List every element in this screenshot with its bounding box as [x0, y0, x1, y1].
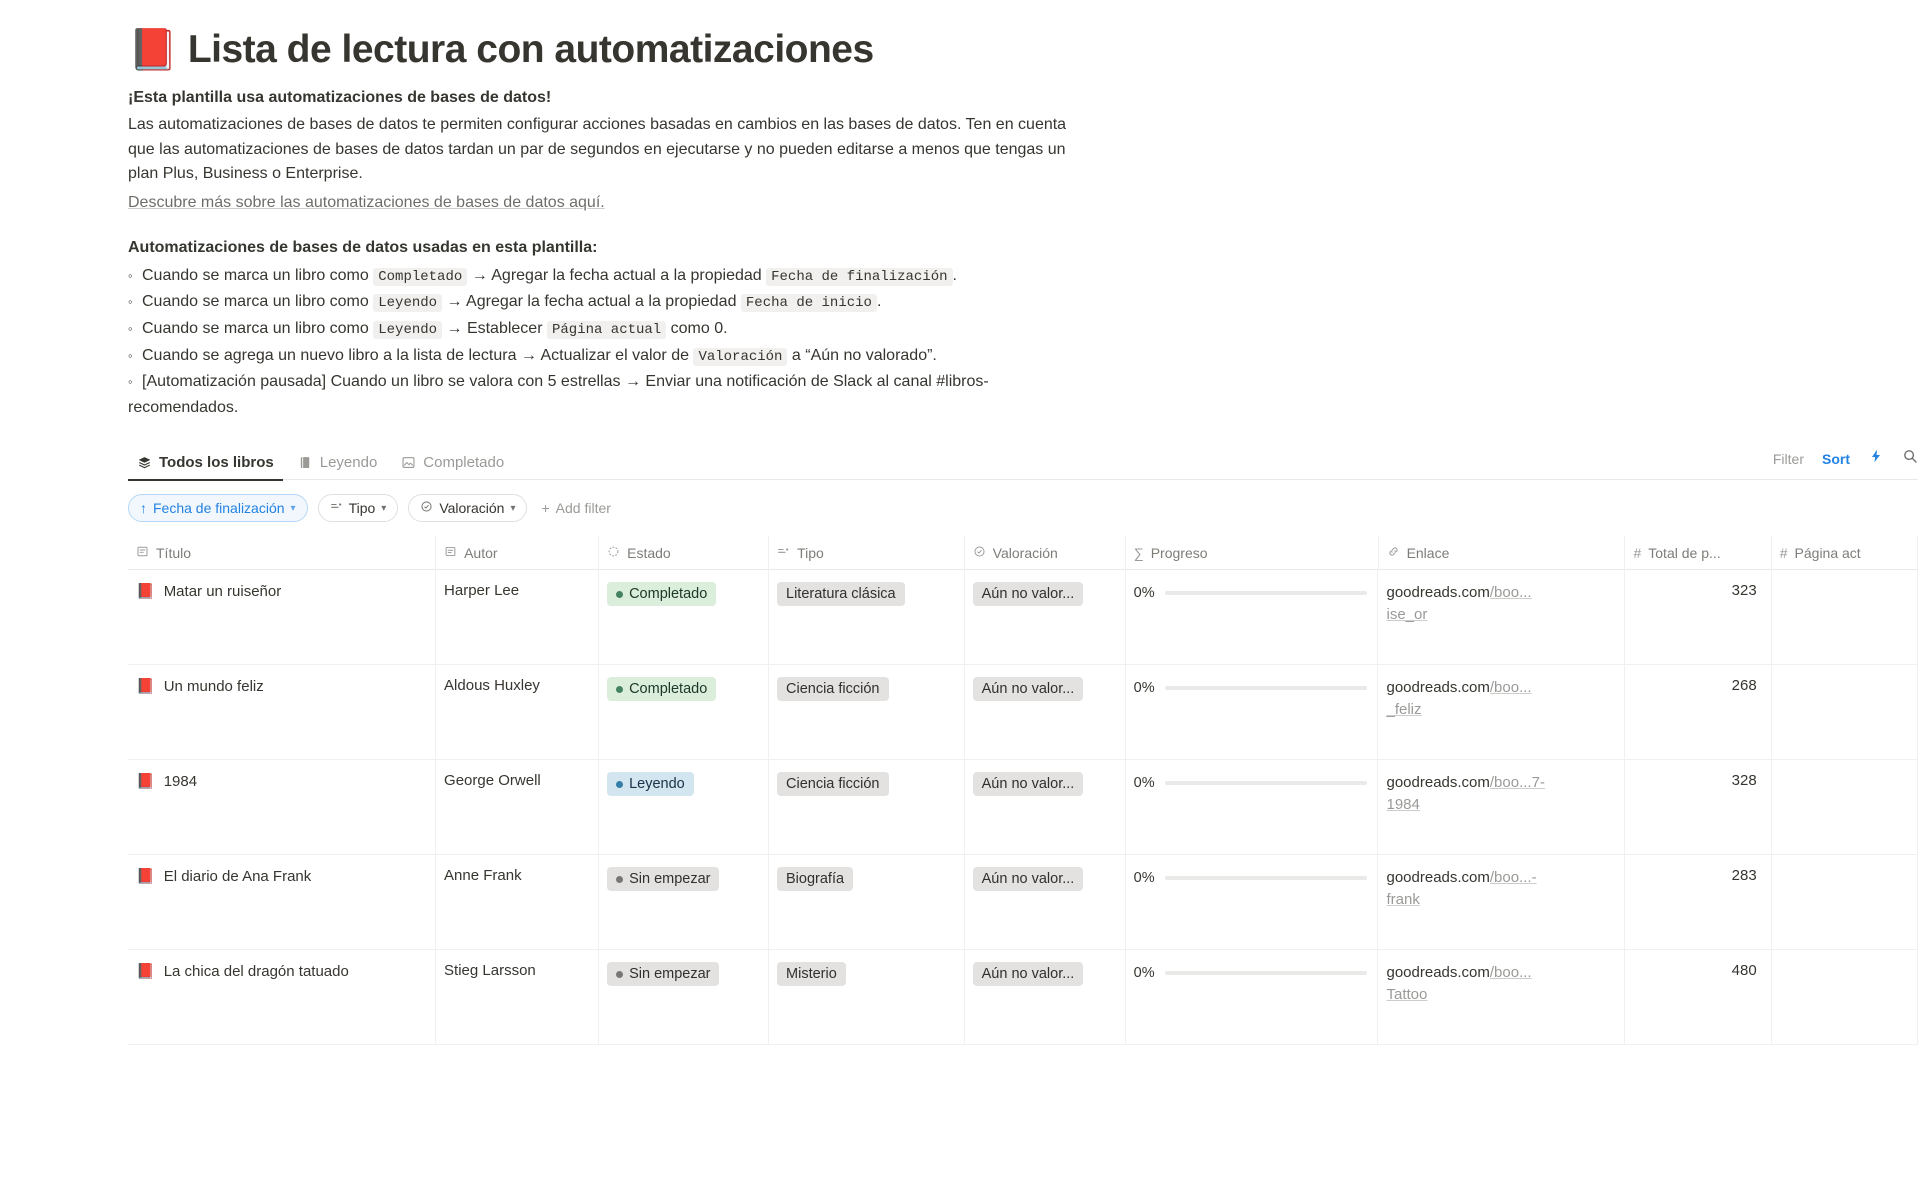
- row-title: Un mundo feliz: [163, 678, 264, 696]
- code-chip: Valoración: [693, 348, 787, 366]
- bullet-text: .: [876, 293, 882, 311]
- table-row[interactable]: [128, 950, 1918, 1045]
- progress-bar: [1165, 781, 1368, 785]
- cell-pagina-actual[interactable]: [1772, 950, 1918, 1044]
- gallery-icon: [401, 455, 416, 470]
- tab-label: Leyendo: [319, 453, 378, 471]
- type-badge: Ciencia ficción: [777, 677, 889, 701]
- cell-autor[interactable]: George Orwell: [436, 760, 599, 854]
- select-icon: [420, 500, 433, 516]
- bullet-text: como 0.: [666, 319, 728, 337]
- column-label: Valoración: [992, 544, 1058, 561]
- code-chip: Leyendo: [373, 321, 442, 339]
- cell-autor[interactable]: Anne Frank: [436, 855, 599, 949]
- text-icon: [444, 545, 457, 561]
- bullet-text: Cuando se agrega un nuevo libro a la lista de lectura → Actualizar el valor de: [142, 346, 694, 364]
- tab-todos-los-libros[interactable]: [128, 454, 283, 480]
- add-filter-button[interactable]: [537, 500, 610, 516]
- rating-badge: Aún no valor...: [973, 772, 1084, 796]
- progress-bar: [1165, 591, 1368, 595]
- view-tabs: [128, 446, 519, 480]
- title-icon: [136, 545, 149, 561]
- rating-badge: Aún no valor...: [973, 867, 1084, 891]
- column-header-tipo[interactable]: [769, 536, 965, 570]
- column-label: Tipo: [797, 544, 824, 561]
- cell-tipo[interactable]: [769, 855, 965, 949]
- book-icon: 📕: [136, 773, 155, 791]
- cell-tipo[interactable]: [769, 570, 965, 664]
- rating-badge: Aún no valor...: [973, 677, 1084, 701]
- bullet-dot-icon: ◦: [128, 374, 133, 390]
- cell-valoracion[interactable]: [965, 760, 1126, 854]
- lightning-icon[interactable]: [1868, 448, 1884, 469]
- cell-estado[interactable]: [599, 950, 769, 1044]
- row-title: Matar un ruiseñor: [163, 583, 282, 601]
- page-title-row: [128, 28, 1920, 72]
- table-header-row: [128, 536, 1918, 570]
- bullet-dot-icon: ◦: [128, 320, 133, 336]
- chip-label: Fecha de finalización: [153, 500, 285, 517]
- automations-help-link[interactable]: Descubre más sobre las automatizaciones de bases de datos aquí.: [128, 194, 605, 212]
- automations-list: [128, 263, 1088, 421]
- cell-enlace[interactable]: [1378, 570, 1625, 664]
- cell-total-paginas[interactable]: 268: [1625, 665, 1771, 759]
- list-item: [128, 289, 1088, 315]
- plus-icon: +: [541, 500, 550, 517]
- layers-icon: [137, 455, 152, 470]
- progress-label: 0%: [1133, 965, 1155, 982]
- status-icon: [607, 545, 620, 561]
- column-header-valoracion[interactable]: [965, 536, 1126, 570]
- filter-button[interactable]: Filter: [1772, 450, 1804, 467]
- cell-progreso[interactable]: [1126, 665, 1379, 759]
- tab-label: Completado: [423, 453, 505, 471]
- intro-block: [128, 86, 1088, 420]
- column-header-total-de-paginas[interactable]: [1625, 536, 1771, 570]
- chevron-down-icon: ▾: [290, 502, 296, 514]
- cell-enlace[interactable]: [1378, 950, 1625, 1044]
- type-badge: Misterio: [777, 962, 846, 986]
- code-chip: Fecha de finalización: [766, 268, 952, 286]
- cell-pagina-actual[interactable]: [1772, 570, 1918, 664]
- list-item: [128, 369, 1088, 420]
- cell-progreso[interactable]: [1126, 760, 1379, 854]
- rating-badge: Aún no valor...: [973, 962, 1084, 986]
- status-badge: Sin empezar: [607, 867, 719, 891]
- link-second-line: Tattoo: [1386, 986, 1428, 1004]
- table-row[interactable]: [128, 760, 1918, 855]
- type-badge: Literatura clásica: [777, 582, 905, 606]
- bullet-text: Cuando se marca un libro como: [142, 319, 374, 337]
- column-label: Progreso: [1150, 544, 1208, 561]
- column-label: Enlace: [1406, 544, 1450, 561]
- list-item: [128, 316, 1088, 342]
- cell-enlace[interactable]: [1378, 855, 1625, 949]
- cell-total-paginas[interactable]: 480: [1625, 950, 1771, 1044]
- number-icon: #: [1779, 544, 1788, 561]
- link-second-line: ise_or: [1386, 606, 1428, 624]
- intro-paragraph: Las automatizaciones de bases de datos te permiten configurar acciones basadas en cambios en las bases de datos. Ten en cuenta que las automatizaciones de bases de datos tardan un par de segundos en ejecutarse y no pueden editarse a menos que tengas un plan Plus, Business o Enterprise.: [128, 115, 1067, 183]
- number-icon: #: [1633, 544, 1642, 561]
- progress-label: 0%: [1133, 680, 1155, 697]
- cell-pagina-actual[interactable]: [1772, 665, 1918, 759]
- cell-progreso[interactable]: [1126, 855, 1379, 949]
- table-row[interactable]: [128, 855, 1918, 950]
- bullet-text: [Automatización pausada] Cuando un libro se valora con 5 estrellas → Enviar una notificación de Slack al canal #libros-recomendados.: [128, 373, 989, 416]
- database-toolbar: [128, 446, 1918, 480]
- progress-bar: [1165, 876, 1368, 880]
- cell-valoracion[interactable]: [965, 665, 1126, 759]
- formula-icon: ∑: [1133, 544, 1144, 561]
- link-second-line: _feliz: [1386, 701, 1422, 719]
- bullet-text: Cuando se marca un libro como: [142, 266, 374, 284]
- cell-valoracion[interactable]: [965, 570, 1126, 664]
- chevron-down-icon: ▾: [510, 502, 516, 514]
- link-second-line: frank: [1386, 891, 1420, 909]
- cell-estado[interactable]: [599, 760, 769, 854]
- cell-tipo[interactable]: [769, 665, 965, 759]
- column-label: Página act: [1794, 544, 1861, 561]
- column-label: Estado: [627, 544, 671, 561]
- progress-bar: [1165, 971, 1368, 975]
- external-link[interactable]: goodreads.com/boo...-: [1386, 869, 1537, 887]
- link-second-line: 1984: [1386, 796, 1420, 814]
- cell-total-paginas[interactable]: 323: [1625, 570, 1771, 664]
- column-label: Total de p...: [1648, 544, 1721, 561]
- cell-autor[interactable]: Harper Lee: [436, 570, 599, 664]
- type-badge: Ciencia ficción: [777, 772, 889, 796]
- progress-bar: [1165, 686, 1368, 690]
- bullet-dot-icon: ◦: [128, 347, 133, 363]
- code-chip: Página actual: [547, 321, 666, 339]
- filter-chip-tipo[interactable]: [318, 494, 399, 522]
- select-icon: [973, 545, 986, 561]
- cell-titulo[interactable]: [128, 665, 436, 759]
- bullet-text: → Agregar la fecha actual a la propiedad: [442, 293, 741, 311]
- cell-valoracion[interactable]: [965, 855, 1126, 949]
- code-chip: Fecha de inicio: [741, 294, 877, 312]
- code-chip: Completado: [373, 268, 467, 286]
- status-badge: Leyendo: [607, 772, 694, 796]
- filter-bar: [128, 494, 1918, 522]
- search-icon[interactable]: [1902, 448, 1918, 469]
- page-title[interactable]: Lista de lectura con automatizaciones: [187, 28, 874, 71]
- bullet-dot-icon: ◦: [128, 294, 133, 310]
- bullet-text: .: [952, 266, 957, 284]
- bullet-text: → Establecer: [442, 319, 547, 337]
- column-header-enlace[interactable]: [1379, 536, 1626, 570]
- column-header-autor[interactable]: [436, 536, 599, 570]
- tab-leyendo[interactable]: [289, 454, 387, 480]
- intro-lead: ¡Esta plantilla usa automatizaciones de bases de datos!: [128, 89, 552, 106]
- list-item: [128, 343, 1088, 369]
- cell-total-paginas[interactable]: 328: [1625, 760, 1771, 854]
- book-icon: 📕: [136, 678, 155, 696]
- status-badge: Completado: [607, 582, 716, 606]
- database-block: [128, 446, 1918, 1045]
- view-tools: [1773, 448, 1918, 477]
- progress-label: 0%: [1133, 775, 1155, 792]
- table-row[interactable]: [128, 570, 1918, 665]
- table-row[interactable]: [128, 665, 1918, 760]
- cell-total-paginas[interactable]: 283: [1625, 855, 1771, 949]
- progress-label: 0%: [1133, 585, 1155, 602]
- external-link[interactable]: goodreads.com/boo...: [1386, 584, 1532, 602]
- row-title: El diario de Ana Frank: [163, 868, 312, 886]
- cell-titulo[interactable]: [128, 570, 436, 664]
- book-icon: 📕: [136, 963, 155, 981]
- column-label: Título: [156, 544, 192, 561]
- tab-label: Todos los libros: [159, 453, 274, 471]
- bullet-text: a “Aún no valorado”.: [787, 346, 937, 364]
- link-icon: [1387, 545, 1400, 561]
- cell-estado[interactable]: [599, 855, 769, 949]
- external-link[interactable]: goodreads.com/boo...: [1386, 679, 1532, 697]
- book-emoji-icon: 📕: [128, 28, 178, 72]
- column-header-pagina-actual[interactable]: [1772, 536, 1918, 570]
- external-link[interactable]: goodreads.com/boo...: [1386, 964, 1532, 982]
- row-title: La chica del dragón tatuado: [163, 963, 349, 981]
- filter-chip-valoracion[interactable]: [408, 494, 527, 522]
- book-icon: 📕: [136, 868, 155, 886]
- column-header-progreso[interactable]: [1126, 536, 1379, 570]
- database-table: [128, 536, 1918, 1045]
- cell-autor[interactable]: Stieg Larsson: [436, 950, 599, 1044]
- column-label: Autor: [464, 544, 498, 561]
- cell-titulo[interactable]: [128, 950, 436, 1044]
- chevron-down-icon: ▾: [381, 502, 387, 514]
- cell-tipo[interactable]: [769, 760, 965, 854]
- add-filter-label: Add filter: [555, 500, 611, 517]
- external-link[interactable]: goodreads.com/boo...7-: [1386, 774, 1545, 792]
- multiselect-icon: [777, 545, 790, 561]
- cell-enlace[interactable]: [1378, 665, 1625, 759]
- rating-badge: Aún no valor...: [973, 582, 1084, 606]
- cell-autor[interactable]: Aldous Huxley: [436, 665, 599, 759]
- sort-button[interactable]: Sort: [1822, 450, 1850, 467]
- chip-label: Tipo: [348, 500, 376, 517]
- status-badge: Sin empezar: [607, 962, 719, 986]
- cell-titulo[interactable]: [128, 855, 436, 949]
- book-icon: 📕: [136, 583, 155, 601]
- book-icon: [298, 455, 313, 470]
- filter-chip-fecha-de-finalizacion[interactable]: [128, 494, 308, 522]
- cell-valoracion[interactable]: [965, 950, 1126, 1044]
- list-item: [128, 263, 1088, 289]
- type-badge: Biografía: [777, 867, 853, 891]
- cell-titulo[interactable]: [128, 760, 436, 854]
- progress-label: 0%: [1133, 870, 1155, 887]
- cell-pagina-actual[interactable]: [1772, 855, 1918, 949]
- column-header-estado[interactable]: [599, 536, 769, 570]
- bullets-heading: Automatizaciones de bases de datos usadas en esta plantilla:: [128, 238, 598, 256]
- bullet-text: → Agregar la fecha actual a la propiedad: [467, 266, 767, 284]
- chip-label: Valoración: [439, 500, 505, 517]
- column-header-titulo[interactable]: [128, 536, 436, 570]
- row-title: 1984: [163, 773, 198, 791]
- cell-tipo[interactable]: [769, 950, 965, 1044]
- cell-enlace[interactable]: [1378, 760, 1625, 854]
- arrow-up-icon: ↑: [140, 500, 147, 517]
- bullet-dot-icon: ◦: [128, 267, 133, 283]
- multiselect-icon: [330, 500, 343, 516]
- cell-estado[interactable]: [599, 570, 769, 664]
- cell-estado[interactable]: [599, 665, 769, 759]
- tab-completado[interactable]: [392, 454, 513, 480]
- cell-progreso[interactable]: [1126, 950, 1379, 1044]
- cell-pagina-actual[interactable]: [1772, 760, 1918, 854]
- bullet-text: Cuando se marca un libro como: [142, 293, 374, 311]
- status-badge: Completado: [607, 677, 716, 701]
- cell-progreso[interactable]: [1126, 570, 1379, 664]
- code-chip: Leyendo: [373, 294, 442, 312]
